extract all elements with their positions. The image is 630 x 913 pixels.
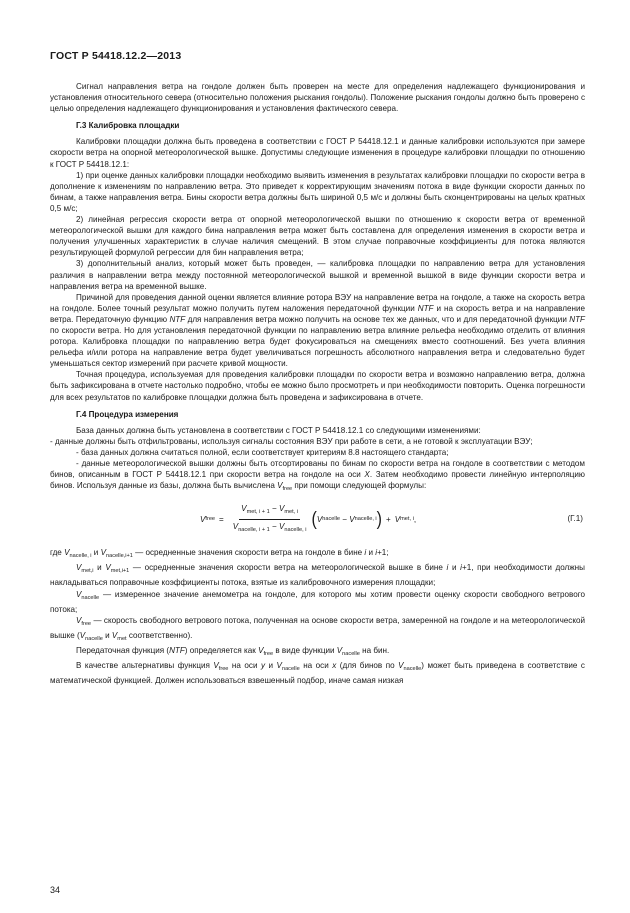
paragraph-g3-item1: 1) при оценке данных калибровки площадки необходимо выявить изменения в результатах калибровки площадки по скорости ветра в дополнение к изменениям по направлению ветра. Это приведет к корректирующим значениям потока в виде функции скорости данных по бинам, а также направления ветра. Бины скорости ветра должны быть шириной 0,5 м/с и должны быть сконцентрированы на целых кратных 0,5 м/с; [50,170,585,213]
page-number: 34 [50,885,61,895]
formula-fraction: $\frac{V_{met, i + 1} - V_{met, i}}{V_{nacelle, i + 1} - V_{nacelle, i}}$ [232,504,307,534]
formula-number: (Г.1) [567,514,583,524]
document-body [50,81,585,686]
paragraph-alternative: В качестве альтернативы функция $V_{free}$ на оси y и $V_{nacelle}$ на оси x (для бинов по $V_{nacelle}$) может быть приведена в соответствие с математической функцией. Должен использоваться взвешенный подбор, иначе самая низкая [50,661,585,686]
formula-g1 [50,499,585,541]
where-item-nacelle: $V_{nacelle}$ — измеренное значение анемометра на гондоле, для которого мы хотим провести оценку скорости свободного ветрового потока; [50,589,585,614]
paragraph-g3-procedure: Точная процедура, используемая для проведения калибровки площадки по скорости ветра и возможно направлению ветра, должна быть зафиксирована в отчете настолько подробно, чтобы ее можно было просмотреть и при необходимости повторить. Оценка погрешности для всех результатов по калибровке площадки должна быть проведена и зафиксирована в отчете. [50,370,585,402]
where-item-nacelle-avg: где $V_{nacelle, i}$ и $V_{nacelle,i+1}$ — осредненные значения скорости ветра на гондоле в бине i и i+1; [50,548,389,560]
page-header: ГОСТ Р 54418.12.2—2013 [50,50,182,62]
paragraph-g3-intro: Калибровки площадки должна быть проведена в соответствии с ГОСТ Р 54418.12.1 и данные калибровки используются при замере скорости ветра на опорной метеорологической вышке. Допустимы следующие изменения в процедуре калибровки площадки по отношению к ГОСТ Р 54418.12.1: [50,137,585,169]
paragraph-g4-change3: - данные метеорологической вышки должны быть отсортированы по бинам по скорости ветра на гондоле в соответствии с методом бинов, описанным в ГОСТ Р 54418.12.1 при скорости ветра на гондоле на оси X. Затем необходимо провести линейную интерполяцию бинов. Используя данные из базы, должна быть вычислена $V_{free}$ при помощи следующей формулы: [50,459,585,493]
paragraph-g3-item3: 3) дополнительный анализ, который может быть проведен, — калибровка площадки по направлению ветра для установления различия в направлении ветра между постоянной метеорологической вышкой и временной вышкой в виде функции скорости ветра и направления ветра на временной вышке. [50,259,585,291]
paragraph-ntf-definition: Передаточная функция (NTF) определяется как $V_{free}$ в виде функции $V_{nacelle}$ на бин. [76,645,390,657]
paragraph-g3-reason: Причиной для проведения данной оценки является влияние ротора ВЭУ на направление ветра на гондоле, а также на скорость ветра на гондоле. Более точный результат можно получить путем наложения передаточной функции NTF и на скорость ветра и на направление ветра. Передаточную функцию NTF для направления ветра можно получить на основе тех же данных, что и для передаточной функции NTF по скорости ветра. Но для установления передаточной функции по направлению ветра влияние рельефа необходимо отделить от влияния ротора. Калибровка площадки по направлению ветра будет фокусироваться на смещениях вместо соотношений. Без учета влияния рельефа и/или ротора на направление ветра будет увеличиваться погрешность абсолютного направления ветра и следовательно будет уменьшаться сектор измерений при расчете кривой мощности. [50,292,585,369]
paragraph-g4-change1: - данные должны быть отфильтрованы, используя сигналы состояния ВЭУ при работе в сети, а не готовой к эксплуатации ВЭУ; [50,436,533,446]
section-heading-g3: Г.3 Калибровка площадки [76,121,180,131]
where-item-free: $V_{free}$ — скорость свободного ветрового потока, полученная на основе скорости ветра, замеренной на гондоле и на метеорологической вышке ($V_{nacelle}$ и $V_{met}$ соответственно). [50,615,585,642]
section-heading-g4: Г.4 Процедура измерения [76,409,179,419]
paragraph-g4-change2: - база данных должна считаться полной, если соответствует критериям 8.8 настоящего стандарта; [76,447,449,457]
paragraph-wind-direction-signal: Сигнал направления ветра на гондоле должен быть проверен на месте для определения надлежащего функционирования и установления относительного севера (относительно положения рыскания гондолы). Положение рыскания гондолы должно быть проверено с целью определения надлежащего функционирования и установления фактического севера. [50,82,585,114]
paragraph-g3-item2: 2) линейная регрессия скорости ветра от опорной метеорологической вышки по отношению к скорости ветра от временной метеорологической вышки для каждого бина направления ветра может быть составлена для определения изменения в скорости ветра и получения улучшенных характеристик в случае наличия смещений. В этом случае поправочные коэффициенты для потока являются результирующей формулой регрессии для бин направления ветра; [50,215,585,258]
paragraph-g4-intro: База данных должна быть установлена в соответствии с ГОСТ Р 54418.12.1 со следующими изменениями: [76,425,481,435]
where-item-met-avg: $V_{met,i}$ и $V_{met,i+1}$ — осредненные значения скорости ветра на метеорологической вышке в бине i и i+1, при необходимости должны накладываться поправочные коэффициенты потока, взятые из калибровочного измерения площадки; [50,563,585,588]
formula-expression: V free = $\frac{V_{met, i + 1} - V_{met, i}}{V_{nacelle, i + 1} - V_{nacelle, i}}$ ( V nacelle − V nacelle, i ) + V met, i , [200,503,416,536]
